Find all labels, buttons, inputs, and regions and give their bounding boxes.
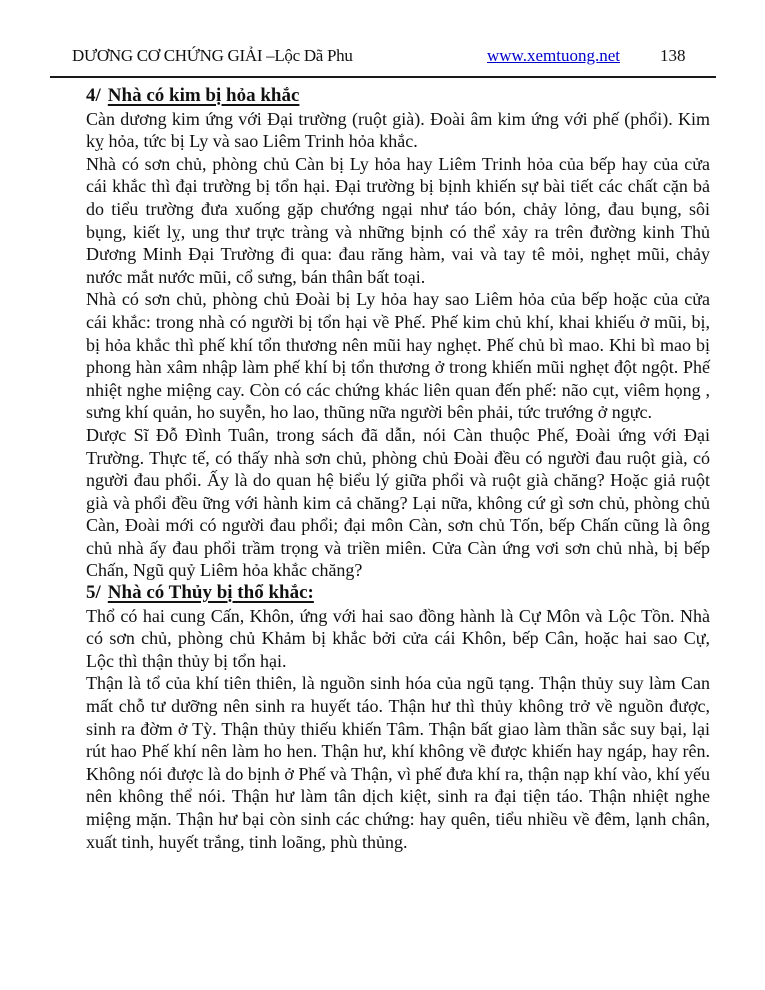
document-body [86,85,710,853]
paragraph: Thận là tổ của khí tiên thiên, là nguồn sinh hóa của ngũ tạng. Thận thủy suy làm Can mất chỗ tư dưỡng nên sinh ra huyết táo. Thận hư thì thủy không trở về nguồn được, sinh ra đờm ở Tỳ. Thận thủy thiếu khiến Tâm. Thận bất giao làm thần sắc suy bại, lại rút hao Phế khí nên làm ho hen. Thận hư, khí không về được khiến hay ngáp, hay rên. Không nói được là do bịnh ở Phế và Thận, vì phế đưa khí ra, thận nạp khí vào, khí yếu nên không thể nói. Thận hư làm tân dịch kiệt, sinh ra đại tiện táo. Thận nhiệt nghe miệng mặn. Thận hư bại còn sinh các chứng: hay quên, tiểu nhiều về đêm, lạnh chân, xuất tinh, huyết trắng, tinh loãng, phù thủng. [86,673,710,852]
header-divider [50,76,716,78]
paragraph: Nhà có sơn chủ, phòng chủ Càn bị Ly hỏa hay Liêm Trinh hỏa của bếp hay của cửa cái khắc thì đại trường bị tổn hại. Đại trường bị bịnh khiến sự bài tiết các chất cặn bả do tiểu trường đưa xuống gặp chướng ngại như táo bón, chảy lỏng, đau bụng, sôi bụng, kiết lỵ, ung thư trực tràng và những bịnh có thể xảy ra trên đường kinh Thủ Dương Minh Đại Trường đi qua: đau răng hàm, vai và tay tê mỏi, nghẹt mũi, chảy nước mắt nước mũi, cổ sưng, bán thân bất toại. [86,153,710,287]
section-title: Nhà có Thủy bị thổ khắc: [107,582,314,604]
document-title: DƯƠNG CƠ CHỨNG GIẢI –Lộc Dã Phu [72,46,353,65]
page-header [0,46,765,70]
website-link[interactable]: www.xemtuong.net [487,46,620,65]
section-number: 5/ [86,582,101,604]
section-number: 4/ [86,85,101,106]
page-number: 138 [660,46,686,65]
section-title: Nhà có kim bị hỏa khắc [107,85,300,106]
section-heading-4 [86,85,710,108]
paragraph: Dược Sĩ Đỗ Đình Tuân, trong sách đã dẫn, nói Càn thuộc Phế, Đoài ứng với Đại Trường. Thực tế, có thấy nhà sơn chủ, phòng chủ Đoài đều có người đau ruột già, có người đau phổi. Ấy là do quan hệ biểu lý giữa phổi và ruột già chăng? Hoặc giả ruột già và phổi đều ững với hành kim cả chăng? Lại nữa, không cứ gì sơn chủ, phòng chủ Càn, Đoài mới có người đau phổi; đại môn Càn, sơn chủ Tốn, bếp Chấn cũng là ông chủ nhà ấy đau phổi trầm trọng và triền miên. Cửa Càn ứng vơi sơn chủ nhà, bị bếp Chấn, Ngũ quỷ Liêm hỏa khắc chăng? [86,424,710,581]
section-heading-5 [86,582,710,605]
paragraph: Càn dương kim ứng với Đại trường (ruột già). Đoài âm kim ứng với phế (phổi). Kim kỵ hỏa, tức bị Ly và sao Liêm Trinh hỏa khắc. [86,108,710,152]
paragraph: Thổ có hai cung Cấn, Khôn, ứng với hai sao đồng hành là Cự Môn và Lộc Tồn. Nhà có sơn chủ, phòng chủ Khảm bị khắc bởi cửa cái Khôn, bếp Cân, hoặc hai sao Cự, Lộc thì thận thủy bị tổn hại. [86,605,710,671]
paragraph: Nhà có sơn chủ, phòng chủ Đoài bị Ly hỏa hay sao Liêm hỏa của bếp hoặc của cửa cái khắc: trong nhà có người bị tổn hại về Phế. Phế kim chủ khí, khai khiếu ở mũi, bị, bị hỏa khắc thì phế khí tổn thương nên mũi hay nghẹt. Phế chủ bì mao. Khi bì mao bị phong hàn xâm nhập làm phế khí bị tổn thương ở trong khiến mũi nghẹt đột ngột. Phế nhiệt nghe miệng cay. Còn có các chứng khác liên quan đến phế: não cụt, viêm họng , sưng khí quản, ho suyễn, ho lao, thũng nữa người bên phải, tức trướng ở ngực. [86,289,710,423]
